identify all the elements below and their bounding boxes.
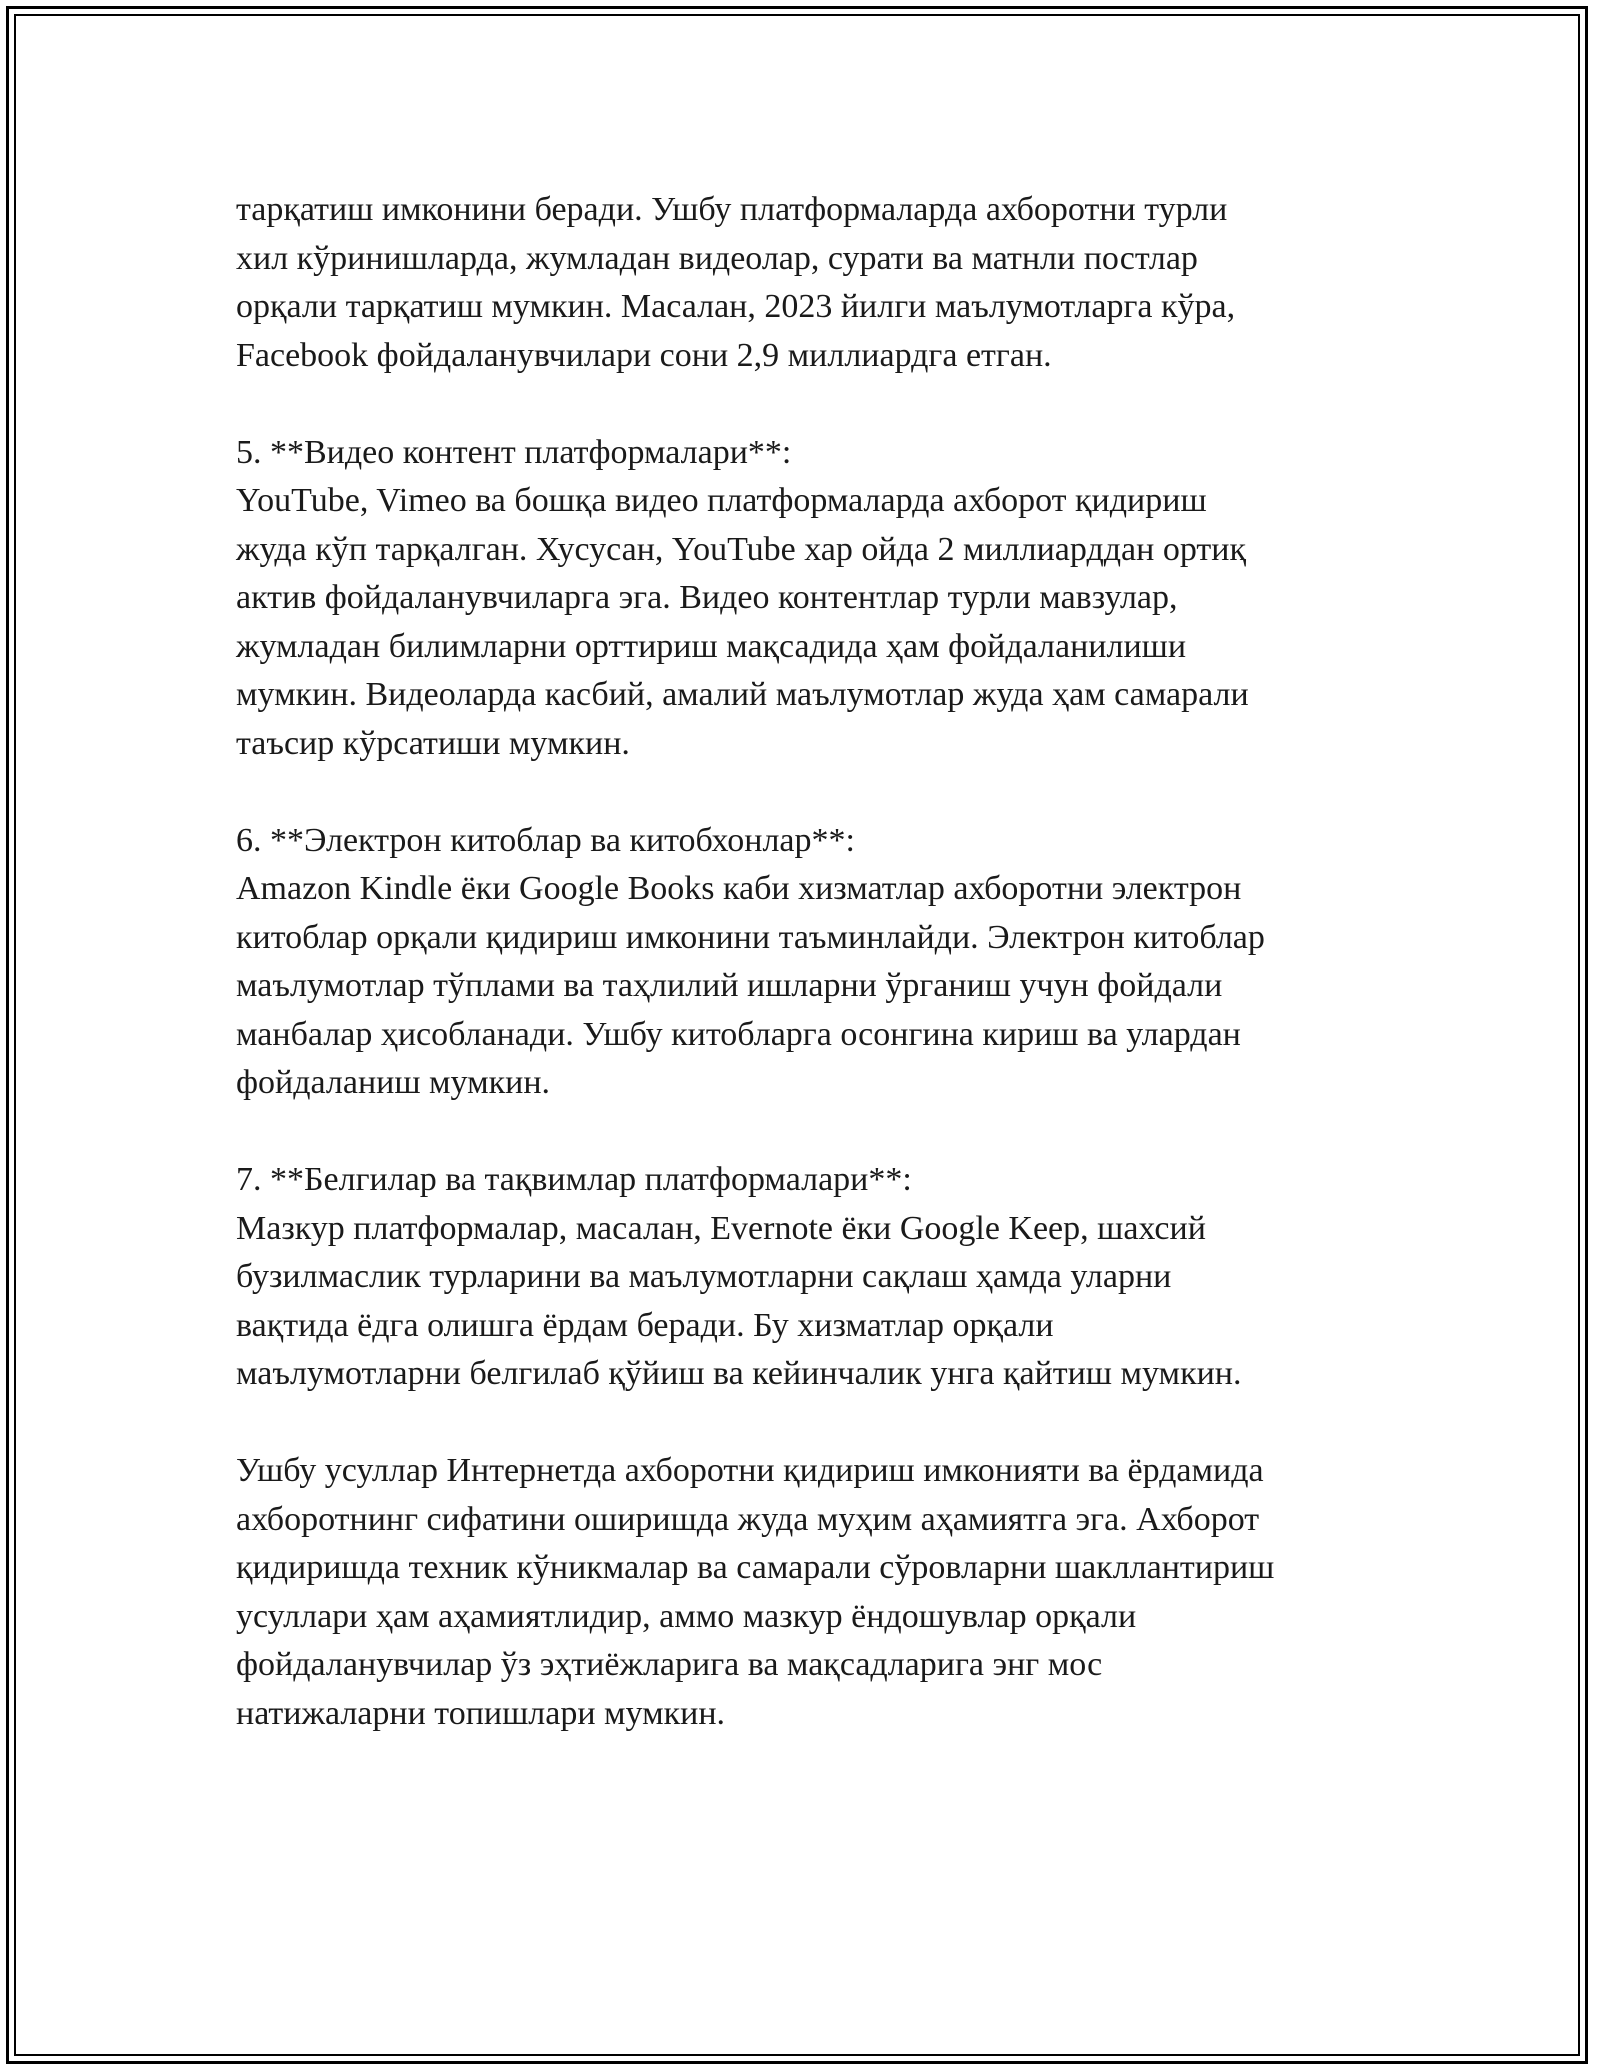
intro-paragraph [236,186,1366,380]
text-line: мумкин. Видеоларда касбий, амалий маълумотлар жуда ҳам самарали [236,676,1249,713]
text-line: усуллари ҳам аҳамиятлидир, аммо мазкур ёндошувлар орқали [236,1597,1137,1635]
text-line: YouTube, Vimeo ва бошқа видео платформаларда ахборот қидириш [236,482,1207,519]
text-line: хил кўринишларда, жумладан видеолар, сурати ва матнли постлар [236,239,1198,277]
document-body [236,186,1366,1738]
text-line: Ушбу усуллар Интернетда ахборотни қидириш имконияти ва ёрдамида [236,1452,1264,1489]
text-line: китоблар орқали қидириш имконини таъминлайди. Электрон китоблар [236,918,1265,956]
text-line: ахборотнинг сифатини оширишда жуда муҳим аҳамиятга эга. Ахборот [236,1500,1260,1538]
text-line: жумладан билимларни орттириш мақсадида ҳам фойдаланилиши [236,627,1187,665]
paragraph-gap [236,380,1366,429]
text-line: манбалар ҳисобланади. Ушбу китобларга осонгина кириш ва улардан [236,1015,1241,1053]
section-7 [236,1156,1366,1399]
text-line: таъсир кўрсатиши мумкин. [236,724,630,762]
text-line: Мазкур платформалар, масалан, Evernote ёки Google Keep, шахсий [236,1209,1206,1247]
section-heading: 6. **Электрон китоблар ва китобхонлар**: [236,821,855,859]
section-heading: 7. **Белгилар ва тақвимлар платформалари**: [236,1161,912,1198]
text-line: актив фойдаланувчиларга эга. Видео контентлар турли мавзулар, [236,579,1178,616]
section-heading: 5. **Видео контент платформалари**: [236,433,792,471]
paragraph-gap [236,1108,1366,1157]
paragraph-gap [236,1399,1366,1448]
text-line: маълумотларни белгилаб қўйиш ва кейинчалик унга қайтиш мумкин. [236,1355,1242,1392]
text-line: маълумотлар тўплами ва таҳлилий ишларни ўрганиш учун фойдали [236,967,1223,1004]
section-6 [236,817,1366,1108]
text-line: қидиришда техник кўникмалар ва самарали сўровларни шакллантириш [236,1549,1275,1586]
section-5 [236,429,1366,769]
text-line: жуда кўп тарқалган. Хусусан, YouTube хар ойда 2 миллиарддан ортиқ [236,530,1246,568]
text-line: фойдаланувчилар ўз эҳтиёжларига ва мақсадларига энг мос [236,1646,1103,1683]
text-line: бузилмаслик турларини ва маълумотларни сақлаш ҳамда уларни [236,1258,1172,1295]
text-line: вақтида ёдга олишга ёрдам беради. Бу хизматлар орқали [236,1306,1054,1344]
text-line: фойдаланиш мумкин. [236,1064,551,1101]
paragraph-gap [236,768,1366,817]
text-line: Amazon Kindle ёки Google Books каби хизматлар ахборотни электрон [236,870,1242,907]
text-line: натижаларни топишлари мумкин. [236,1694,726,1732]
conclusion-paragraph [236,1447,1366,1738]
text-line: тарқатиш имконини беради. Ушбу платформаларда ахборотни турли [236,191,1228,228]
text-line: орқали тарқатиш мумкин. Масалан, 2023 йилги маълумотларга кўра, [236,288,1236,325]
text-line: Facebook фойдаланувчилари сони 2,9 миллиардга етган. [236,336,1052,374]
